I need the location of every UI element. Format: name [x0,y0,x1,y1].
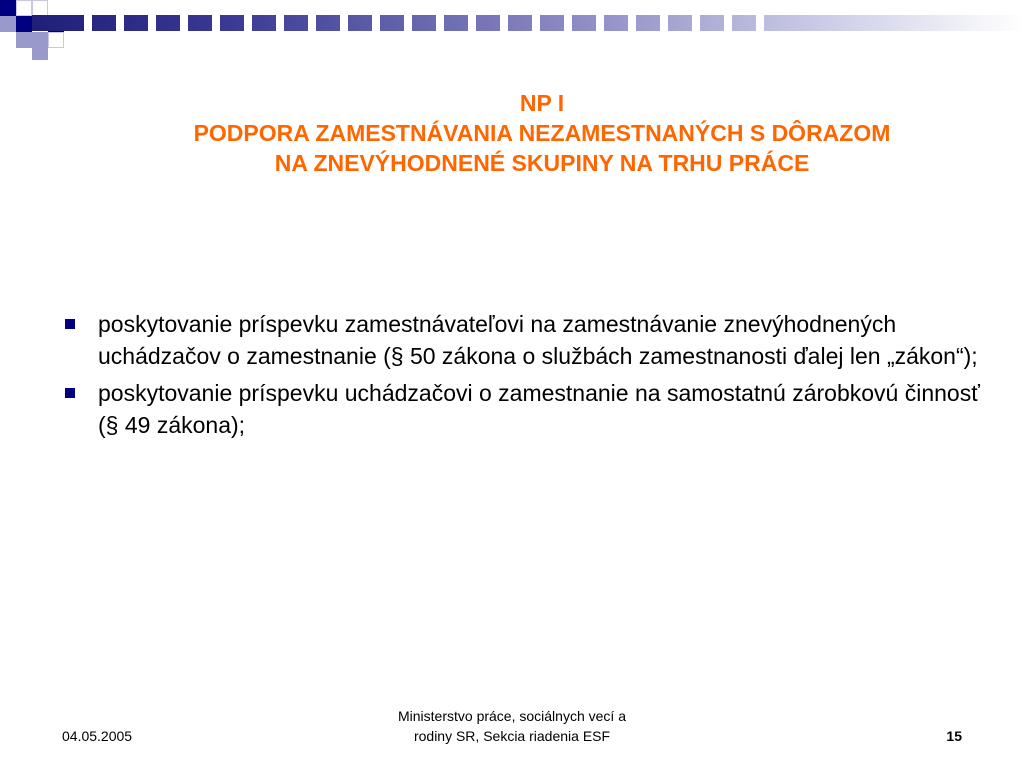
decor-square [32,32,48,48]
slide-title-line: PODPORA ZAMESTNÁVANIA NEZAMESTNANÝCH S DÔRAZOM [193,120,891,146]
bullet-item [62,377,982,441]
bullet-text: poskytovanie príspevku uchádzačovi o zamestnanie na samostatnú zárobkovú činnosť (§ 49 zákona); [98,380,980,438]
square-bullet-icon [65,388,75,398]
footer-org-line: Ministerstvo práce, sociálnych vecí a [398,708,626,724]
slide-title-line: NA ZNEVÝHODNENÉ SKUPINY NA TRHU PRÁCE [274,150,810,176]
header-gradient-bar [32,15,1024,31]
bullet-list [62,308,982,446]
decor-square [32,0,48,16]
footer-organization [352,706,672,746]
decor-square [0,0,16,16]
decor-square [48,32,64,48]
square-bullet-icon [65,319,75,329]
decor-square [16,32,32,48]
page-number: 15 [946,728,962,744]
footer-org-line: rodiny SR, Sekcia riadenia ESF [413,728,611,744]
slide-title-line: NP I [519,90,565,116]
decor-square [32,48,48,60]
bullet-text: poskytovanie príspevku zamestnávateľovi na zamestnávanie znevýhodnených uchádzačov o zamestnanie (§ 50 zákona o službách zamestnanosti ďalej len „zákon“); [98,311,978,369]
slide-title [60,88,1024,178]
bullet-item [62,308,982,372]
decor-square [0,16,16,32]
decor-square [16,16,32,32]
footer-date: 04.05.2005 [62,728,133,744]
decor-square [16,0,32,16]
header-decoration [0,0,1024,60]
